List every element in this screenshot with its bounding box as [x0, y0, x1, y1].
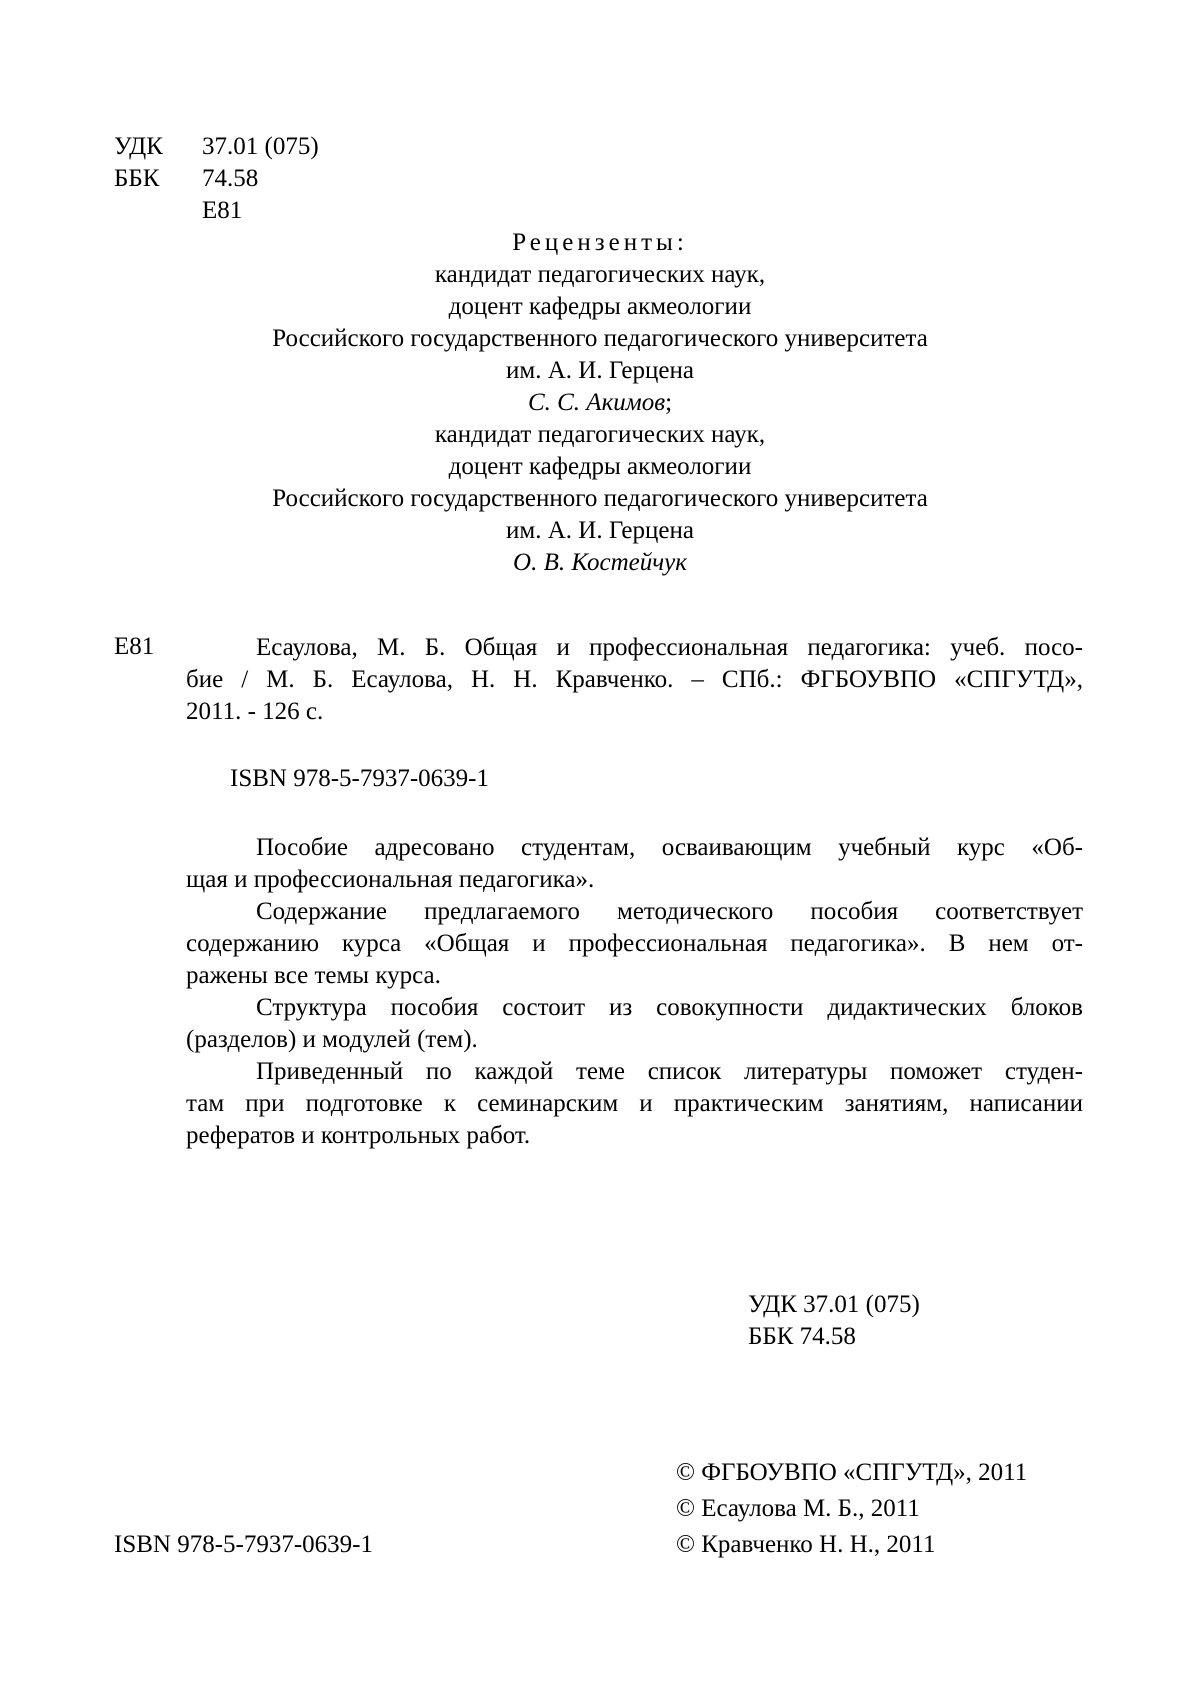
biblio-isbn: ISBN 978-5-7937-0639-1	[230, 765, 490, 792]
udk-code: 37.01 (075)	[202, 133, 319, 160]
abstract-line: Пособие адресовано студентам, осваивающим учебный курс «Об-	[256, 834, 1083, 861]
abstract-line: содержанию курса «Общая и профессиональная педагогика». В нем от-	[186, 930, 1083, 957]
biblio-line-2: бие / М. Б. Есаулова, Н. Н. Кравченко. – СПб.: ФГБОУВПО «СПГУТД»,	[186, 666, 1083, 693]
reviewers-heading: Рецензенты:	[512, 229, 688, 256]
footer-bbk: ББК 74.58	[748, 1323, 856, 1350]
reviewer2-degree: кандидат педагогических наук,	[434, 421, 766, 448]
copyright-line: © Есаулова М. Б., 2011	[676, 1495, 920, 1522]
footer-udk: УДК 37.01 (075)	[748, 1291, 920, 1318]
bbk-label: ББК	[114, 165, 160, 192]
biblio-mark: Е81	[114, 633, 155, 660]
bbk-code: 74.58	[202, 165, 259, 192]
reviewer1-separator: ;	[665, 389, 673, 416]
abstract-line: рефератов и контрольных работ.	[186, 1122, 531, 1149]
abstract-line: Приведенный по каждой теме список литературы поможет студен-	[256, 1058, 1083, 1085]
footer-isbn: ISBN 978-5-7937-0639-1	[114, 1531, 374, 1558]
udk-label: УДК	[114, 133, 163, 160]
reviewer2-name: О. В. Костейчук	[513, 549, 687, 576]
reviewer1-name: С. С. Акимов	[527, 389, 666, 416]
abstract-line: щая и профессиональная педагогика».	[186, 866, 595, 893]
author-mark: Е81	[202, 197, 243, 224]
copyright-line: © ФГБОУВПО «СПГУТД», 2011	[676, 1459, 1028, 1486]
reviewer2-position: доцент кафедры акмеологии	[448, 453, 752, 480]
reviewer1-degree: кандидат педагогических наук,	[434, 261, 766, 288]
reviewer1-name-line	[100, 388, 1100, 418]
biblio-line-3: 2011. - 126 с.	[186, 698, 324, 725]
reviewer2-named-after: им. А. И. Герцена	[506, 517, 694, 544]
abstract-line: Содержание предлагаемого методического пособия соответствует	[256, 898, 1083, 925]
reviewer1-institution: Российского государственного педагогического университета	[272, 325, 928, 352]
copyright-line: © Кравченко Н. Н., 2011	[676, 1531, 936, 1558]
abstract-line: Структура пособия состоит из совокупности дидактических блоков	[256, 994, 1083, 1021]
abstract-line: ражены все темы курса.	[186, 962, 441, 989]
reviewer1-named-after: им. А. И. Герцена	[506, 357, 694, 384]
reviewer2-institution: Российского государственного педагогического университета	[272, 485, 928, 512]
biblio-line-1: Есаулова, М. Б. Общая и профессиональная педагогика: учеб. посо-	[256, 634, 1083, 661]
reviewer1-position: доцент кафедры акмеологии	[448, 293, 752, 320]
abstract-line: (разделов) и модулей (тем).	[186, 1026, 478, 1053]
abstract-line: там при подготовке к семинарским и практическим занятиям, написании	[186, 1090, 1083, 1117]
